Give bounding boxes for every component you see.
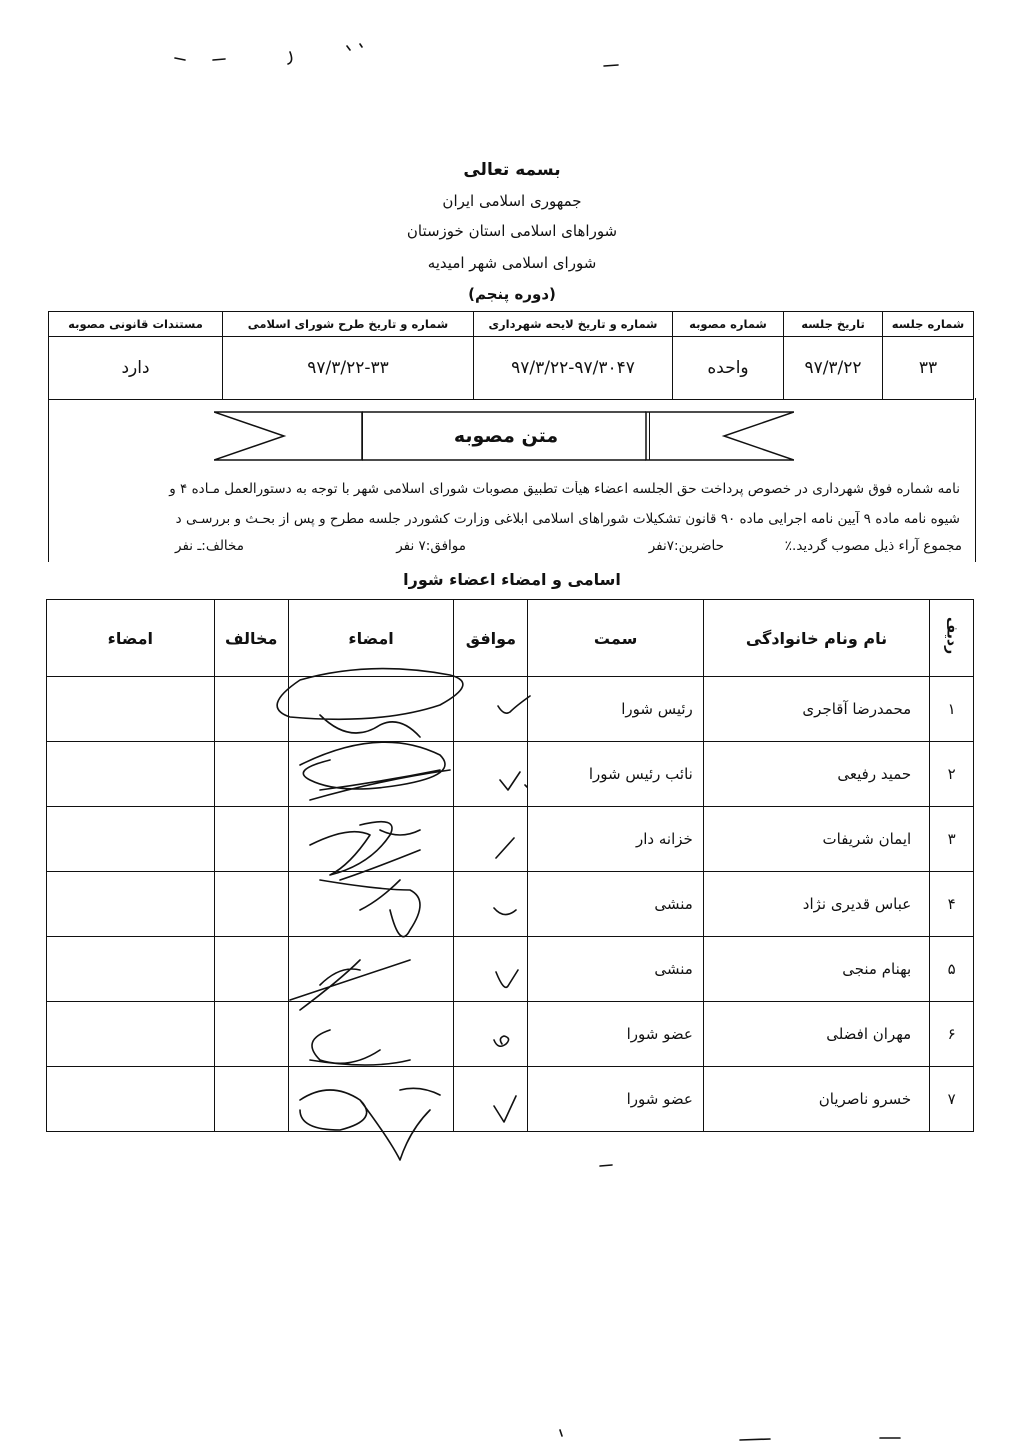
meta-header-row <box>49 312 974 337</box>
resolution-text-line-2: شیوه نامه ماده ۹ آیین نامه اجرایی ماده ۹۰ قانون تشکیلات شوراهای اسلامی ابلاغی وزارت کشوردر جلسه مطرح و پس از بحـث و بررسـی د <box>175 511 960 527</box>
row-index: ۲ <box>930 742 974 807</box>
table-row <box>47 677 974 742</box>
meta-session-date: ۹۷/۳/۲۲ <box>784 337 883 400</box>
signature-cell <box>288 1067 454 1132</box>
member-name: خسرو ناصریان <box>703 1067 929 1132</box>
member-role: منشی <box>528 937 703 1002</box>
agree-check-cell <box>454 807 528 872</box>
member-role: رئیس شورا <box>528 677 703 742</box>
member-role: عضو شورا <box>528 1067 703 1132</box>
council-members-table <box>46 599 974 1132</box>
votes-agree: موافق:۷ نفر <box>396 538 466 554</box>
row-index: ۷ <box>930 1067 974 1132</box>
meta-header-council-plan: شماره و تاریخ طرح شورای اسلامی <box>223 312 474 337</box>
table-row <box>47 1067 974 1132</box>
signature-2-cell <box>47 937 215 1002</box>
header-province-councils: شوراهای اسلامی استان خوزستان <box>406 222 618 240</box>
scan-specks <box>560 1165 900 1440</box>
document-title: بسمه تعالی <box>463 160 561 180</box>
members-table-title: اسامی و امضاء اعضاء شورا <box>403 570 621 589</box>
header-role: سمت <box>528 600 703 677</box>
row-index: ۱ <box>930 677 974 742</box>
disagree-cell <box>214 742 288 807</box>
signature-cell <box>288 1002 454 1067</box>
votes-total: مجموع آراء ذیل مصوب گردید.٪ <box>784 538 962 554</box>
resolution-text-heading: متن مصوبه <box>362 412 650 460</box>
row-index: ۵ <box>930 937 974 1002</box>
meta-municipality-bill: ۹۷/۳/۲۲-۹۷/۳۰۴۷ <box>474 337 673 400</box>
scan-specks <box>175 44 618 66</box>
header-name: نام ونام خانوادگی <box>703 600 929 677</box>
signature-2-cell <box>47 742 215 807</box>
meta-resolution-number: واحده <box>673 337 784 400</box>
member-name: بهنام منجی <box>703 937 929 1002</box>
header-signature-2: امضاء <box>47 600 215 677</box>
signature-2-cell <box>47 1067 215 1132</box>
signature-2-cell <box>47 1002 215 1067</box>
signature-cell <box>288 742 454 807</box>
meta-header-legal-basis: مستندات قانونی مصوبه <box>49 312 223 337</box>
meta-legal-basis: دارد <box>49 337 223 400</box>
row-index: ۶ <box>930 1002 974 1067</box>
agree-check-cell <box>454 1067 528 1132</box>
member-name: عباس قدیری نژاد <box>703 872 929 937</box>
member-name: ایمان شریفات <box>703 807 929 872</box>
row-index: ۴ <box>930 872 974 937</box>
member-role: نائب رئیس شورا <box>528 742 703 807</box>
signature-cell <box>288 677 454 742</box>
disagree-cell <box>214 872 288 937</box>
table-row <box>47 1002 974 1067</box>
header-agree: موافق <box>454 600 528 677</box>
votes-disagree: مخالف:ـ نفر <box>175 538 244 554</box>
table-row <box>47 937 974 1002</box>
header-disagree: مخالف <box>214 600 288 677</box>
signature-cell <box>288 872 454 937</box>
header-signature: امضاء <box>288 600 454 677</box>
header-city-council: شورای اسلامی شهر امیدیه <box>427 254 597 272</box>
disagree-cell <box>214 1067 288 1132</box>
agree-check-cell <box>454 1002 528 1067</box>
meta-header-session-number: شماره جلسه <box>883 312 974 337</box>
agree-check-cell <box>454 677 528 742</box>
meta-value-row <box>49 337 974 400</box>
member-role: عضو شورا <box>528 1002 703 1067</box>
meta-header-resolution-number: شماره مصوبه <box>673 312 784 337</box>
row-index: ۳ <box>930 807 974 872</box>
header-term: (دوره پنجم) <box>468 285 556 303</box>
signature-2-cell <box>47 807 215 872</box>
disagree-cell <box>214 937 288 1002</box>
member-role: خزانه دار <box>528 807 703 872</box>
signature-cell <box>288 937 454 1002</box>
agree-check-cell <box>454 872 528 937</box>
table-row <box>47 872 974 937</box>
agree-check-cell <box>454 937 528 1002</box>
signature-cell <box>288 807 454 872</box>
members-header-row <box>47 600 974 677</box>
votes-present: حاضرین:۷نفر <box>648 538 724 554</box>
table-row <box>47 742 974 807</box>
header-country: جمهوری اسلامی ایران <box>442 192 582 210</box>
table-row <box>47 807 974 872</box>
meta-council-plan: ۹۷/۳/۲۲-۳۳ <box>223 337 474 400</box>
member-name: محمدرضا آقاجری <box>703 677 929 742</box>
signature-2-cell <box>47 872 215 937</box>
meta-header-session-date: تاریخ جلسه <box>784 312 883 337</box>
member-name: مهران افضلی <box>703 1002 929 1067</box>
signature-2-cell <box>47 677 215 742</box>
resolution-meta-table <box>48 311 974 400</box>
agree-check-cell <box>454 742 528 807</box>
disagree-cell <box>214 677 288 742</box>
disagree-cell <box>214 1002 288 1067</box>
disagree-cell <box>214 807 288 872</box>
meta-header-municipality-bill: شماره و تاریخ لایحه شهرداری <box>474 312 673 337</box>
member-name: حمید رفیعی <box>703 742 929 807</box>
resolution-text-line-1: نامه شماره فوق شهرداری در خصوص پرداخت حق الجلسه اعضاء هیأت تطبیق مصوبات شورای اسلامی شهر با توجه به دستورالعمل مـاده ۴ و <box>169 481 960 497</box>
meta-session-number: ۳۳ <box>883 337 974 400</box>
header-index: ردیف <box>930 600 974 677</box>
member-role: منشی <box>528 872 703 937</box>
